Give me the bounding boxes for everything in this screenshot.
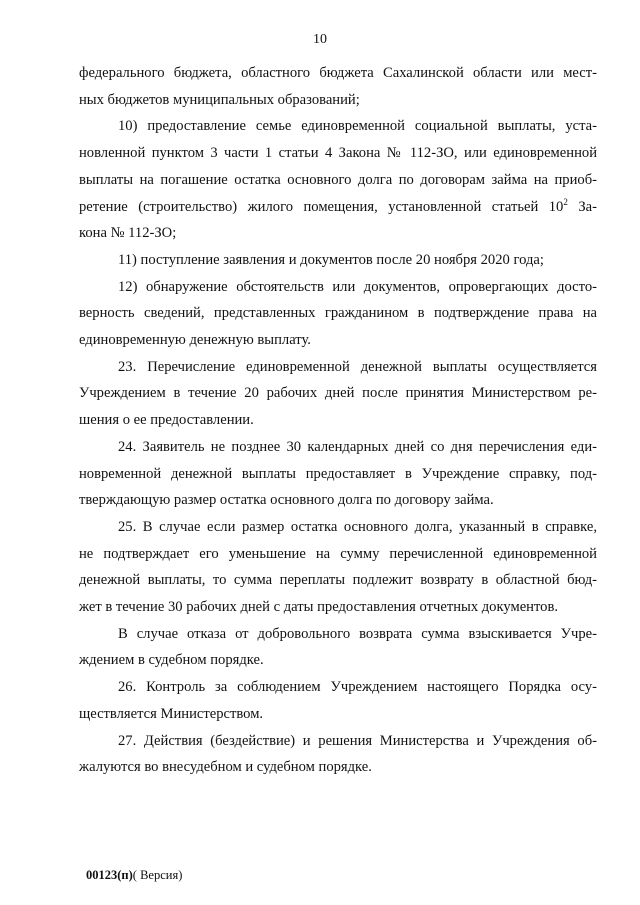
text-line: кона № 112-ЗО; [79,225,177,242]
text-line: федерального бюджета, областного бюджета Сахалинской области или мест- [79,65,597,81]
text-line: 11) поступление заявления и документов после 20 ноября 2020 года; [118,251,544,268]
text-line: жет в течение 30 рабочих дней с даты предоставления отчетных документов. [79,599,559,615]
document-footer [86,868,182,883]
footer-version: ( Версия) [132,868,183,882]
text-line: ных бюджетов муниципальных образований; [79,91,360,108]
footer-code: 00123(п) [86,868,133,882]
text-line: тверждающую размер остатка основного долга по договору займа. [79,492,494,509]
text-line: 10) предоставление семье единовременной социальной выплаты, уста- [118,118,597,135]
text-line: 25. В случае если размер остатка основного долга, указанный в справке, [118,518,597,535]
text-line: ретение (строительство) жилого помещения, установленной статьей $10^2$ За- [79,196,597,215]
page-number: 10 [313,32,327,47]
text-line: 24. Заявитель не позднее 30 календарных дней со дня перечисления еди- [118,438,597,455]
text-line: не подтверждает его уменьшение на сумму перечисленной единовременной [79,545,597,562]
text-line: единовременную денежную выплату. [79,332,311,348]
text-line: 26. Контроль за соблюдением Учреждением настоящего Порядка осу- [118,679,597,696]
text-line: 27. Действия (бездействие) и решения Министерства и Учреждения об- [118,732,597,749]
text-line: выплаты на погашение остатка основного долга по договорам займа на приоб- [79,171,597,188]
text-line: денежной выплаты, то сумма переплаты подлежит возврату в областной бюд- [79,572,597,589]
text-line: 23. Перечисление единовременной денежной выплаты осуществляется [118,358,597,375]
text-line: жалуются во внесудебном и судебном порядке. [79,759,372,776]
text-line: шения о ее предоставлении. [79,412,254,429]
text-line: новременной денежной выплаты предоставляет в Учреждение справку, под- [79,465,597,482]
text-line: ждением в судебном порядке. [79,652,264,669]
text-line: 12) обнаружение обстоятельств или документов, опровергающих досто- [118,278,597,295]
text-line: верность сведений, представленных гражданином в подтверждение права на [79,305,597,322]
text-line: Учреждением в течение 20 рабочих дней после принятия Министерством ре- [79,385,597,402]
text-line: В случае отказа от добровольного возврата сумма взыскивается Учре- [118,625,597,642]
text-line: ществляется Министерством. [79,705,264,722]
text-line: новленной пунктом 3 части 1 статьи 4 Закона № 112-ЗО, или единовременной [79,145,597,162]
